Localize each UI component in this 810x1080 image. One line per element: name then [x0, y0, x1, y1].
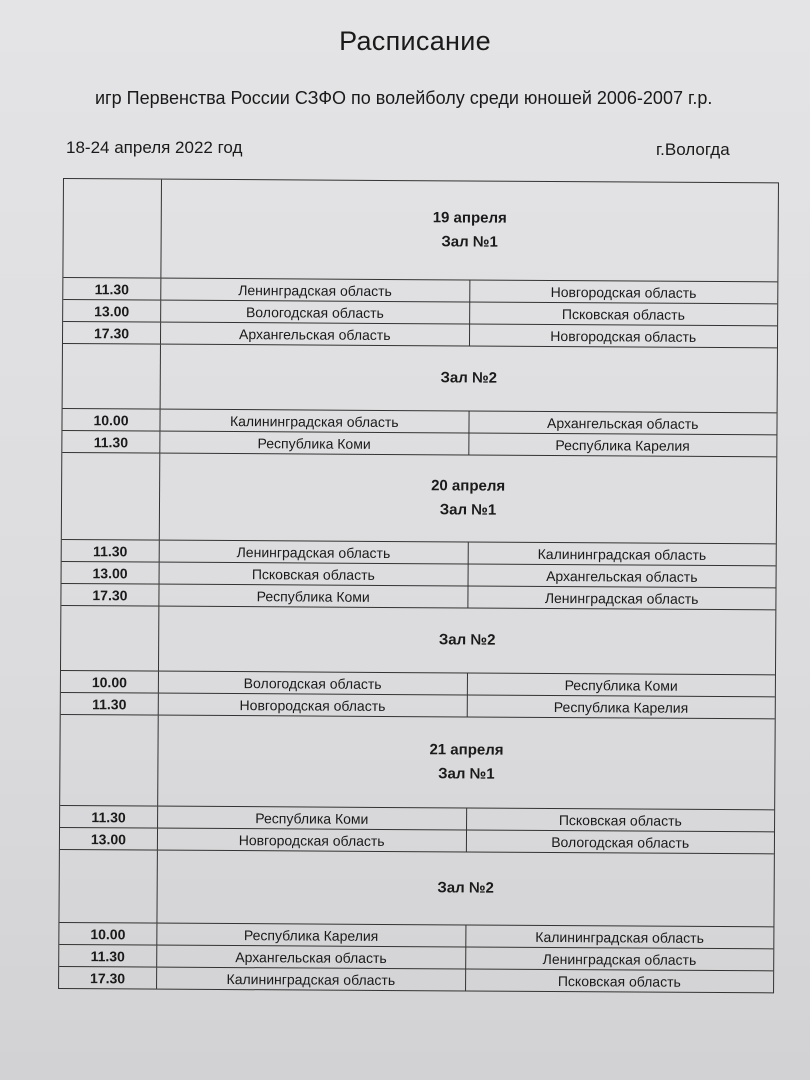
game-row: [61, 693, 775, 718]
hall-label: Зал №1: [439, 501, 497, 519]
games-group: [61, 540, 775, 610]
away-team: Псковская область: [561, 305, 685, 323]
day-label: 19 апреля: [432, 209, 507, 227]
section-header: [59, 850, 773, 927]
away-team: Новгородская область: [550, 327, 697, 345]
games-group: [63, 278, 777, 348]
section-header-cell: [157, 851, 773, 927]
away-team: Вологодская область: [551, 833, 690, 851]
home-team: Новгородская область: [158, 829, 467, 852]
home-team: Республика Коми: [159, 585, 468, 608]
home-team: Новгородская область: [159, 694, 468, 717]
day-label: 21 апреля: [429, 741, 504, 759]
section-header-cell: [161, 345, 777, 413]
home-team: Калининградская область: [160, 410, 469, 433]
day-label: 20 апреля: [431, 477, 506, 495]
away-team: Калининградская область: [535, 928, 704, 946]
home-team: Ленинградская область: [160, 541, 469, 564]
game-time: 13.00: [63, 300, 161, 322]
away-team: Республика Карелия: [553, 698, 689, 716]
away-team: Псковская область: [558, 811, 682, 829]
game-time: 11.30: [59, 945, 157, 967]
home-team: Ленинградская область: [161, 279, 470, 302]
away-team: Псковская область: [557, 972, 681, 990]
game-time: 11.30: [62, 540, 160, 562]
away-team: Республика Карелия: [555, 436, 690, 454]
away-team: Ленинградская область: [544, 589, 699, 607]
hall-label: Зал №1: [441, 233, 498, 251]
games-group: [60, 806, 774, 854]
home-team: Республика Карелия: [157, 924, 466, 947]
section-header-blank-cell: [63, 179, 162, 278]
away-team: Новгородская область: [550, 283, 697, 301]
home-team: Вологодская область: [161, 301, 470, 324]
home-team: Архангельская область: [161, 323, 470, 346]
games-group: [61, 671, 775, 719]
schedule-table: [58, 178, 779, 993]
home-team: Псковская область: [160, 563, 469, 586]
section-header-blank-cell: [63, 344, 161, 409]
page-title: Расписание: [339, 26, 491, 56]
game-time: 11.30: [60, 806, 158, 828]
games-group: [59, 923, 773, 992]
section-header-cell: [159, 607, 775, 675]
section-header: [63, 179, 778, 282]
home-team: Республика Коми: [160, 432, 469, 455]
section-header-cell: [161, 180, 778, 282]
game-time: 10.00: [62, 409, 160, 431]
away-team: Архангельская область: [546, 567, 698, 585]
section-header: [61, 606, 775, 675]
away-team: Ленинградская область: [542, 950, 697, 968]
away-team: Калининградская область: [537, 545, 707, 563]
game-time: 17.30: [61, 584, 159, 606]
section-header-cell: [158, 716, 775, 810]
section-header-cell: [160, 454, 777, 544]
page-subtitle: игр Первенства России СЗФО по волейболу среди юношей 2006-2007 г.р.: [95, 88, 713, 108]
game-time: 17.30: [59, 967, 157, 989]
game-time: 13.00: [60, 828, 158, 850]
game-time: 11.30: [63, 278, 161, 300]
games-group: [62, 409, 776, 457]
section-header: [63, 344, 777, 413]
section-header: [62, 453, 777, 544]
home-team: Архангельская область: [157, 946, 466, 969]
game-row: [62, 431, 776, 456]
event-city: г.Вологда: [656, 140, 730, 159]
game-row: [61, 584, 775, 609]
event-dates: 18-24 апреля 2022 год: [66, 138, 243, 157]
home-team: Калининградская область: [157, 968, 466, 991]
away-team: Архангельская область: [546, 414, 699, 432]
home-team: Республика Коми: [158, 807, 467, 830]
hall-label: Зал №2: [440, 369, 498, 387]
game-time: 11.30: [61, 693, 159, 715]
game-time: 17.30: [63, 322, 161, 344]
game-row: [63, 322, 777, 347]
section-header-blank-cell: [59, 850, 157, 923]
game-time: 10.00: [61, 671, 159, 693]
game-time: 11.30: [62, 431, 160, 453]
game-time: 13.00: [62, 562, 160, 584]
hall-label: Зал №2: [438, 631, 496, 649]
hall-label: Зал №1: [438, 765, 495, 783]
game-time: 10.00: [59, 923, 157, 945]
game-row: [59, 967, 773, 992]
section-header: [60, 715, 775, 810]
hall-label: Зал №2: [437, 879, 494, 897]
home-team: Вологодская область: [159, 672, 468, 695]
section-header-blank-cell: [62, 453, 161, 540]
section-header-blank-cell: [60, 715, 159, 806]
game-row: [60, 828, 774, 853]
away-team: Республика Коми: [564, 676, 678, 694]
section-header-blank-cell: [61, 606, 159, 671]
